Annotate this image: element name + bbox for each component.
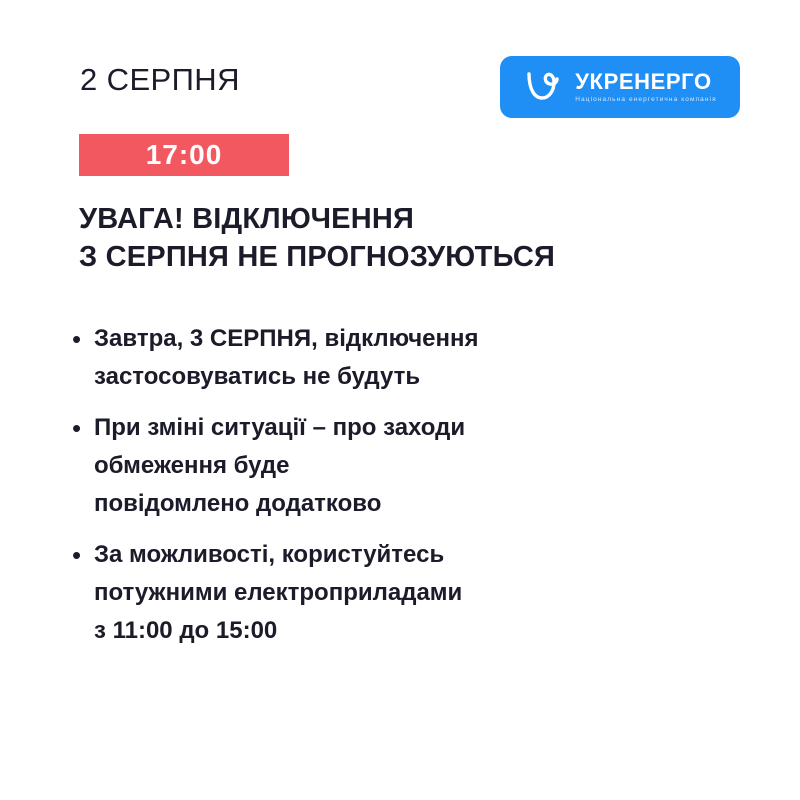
list-item-line: з 11:00 до 15:00 bbox=[94, 617, 278, 644]
list-item-line: При зміні ситуації – про заходи bbox=[94, 414, 466, 441]
headline bbox=[79, 200, 740, 277]
header bbox=[80, 56, 740, 120]
logo-subtitle: Національна енергетична компанія bbox=[575, 95, 717, 103]
page-title: 2 СЕРПНЯ bbox=[80, 62, 240, 97]
list-item-line: Завтра, 3 СЕРПНЯ, відключення bbox=[94, 325, 479, 352]
headline-line-2: З СЕРПНЯ НЕ ПРОГНОЗУЮТЬСЯ bbox=[79, 241, 556, 274]
ukrenergo-logo bbox=[500, 56, 740, 118]
ukrenergo-wave-logo-icon bbox=[523, 70, 563, 104]
bullet-marker-icon: • bbox=[72, 324, 82, 354]
list-item-line: За можливості, користуйтесь bbox=[94, 541, 445, 568]
list-item bbox=[72, 536, 750, 650]
list-item-line: застосовуватись не будуть bbox=[94, 363, 421, 390]
headline-line-1: УВАГА! ВІДКЛЮЧЕННЯ bbox=[79, 203, 415, 235]
list-item-line: обмеження буде bbox=[94, 452, 290, 479]
bullet-marker-icon: • bbox=[72, 540, 82, 570]
list-item-text bbox=[94, 320, 479, 396]
logo-name: УКРЕНЕРГО bbox=[575, 68, 712, 94]
list-item-text bbox=[94, 536, 462, 650]
list-item-text bbox=[94, 409, 465, 523]
time-badge-label: 17:00 bbox=[145, 139, 223, 170]
list-item bbox=[72, 320, 750, 396]
list-item bbox=[72, 409, 750, 523]
time-badge bbox=[79, 134, 289, 176]
logo-text-block bbox=[575, 68, 717, 104]
bullet-marker-icon: • bbox=[72, 413, 82, 443]
list-item-line: повідомлено додатково bbox=[94, 490, 382, 517]
bullet-list bbox=[72, 320, 750, 663]
list-item-line: потужними електроприладами bbox=[94, 579, 463, 606]
